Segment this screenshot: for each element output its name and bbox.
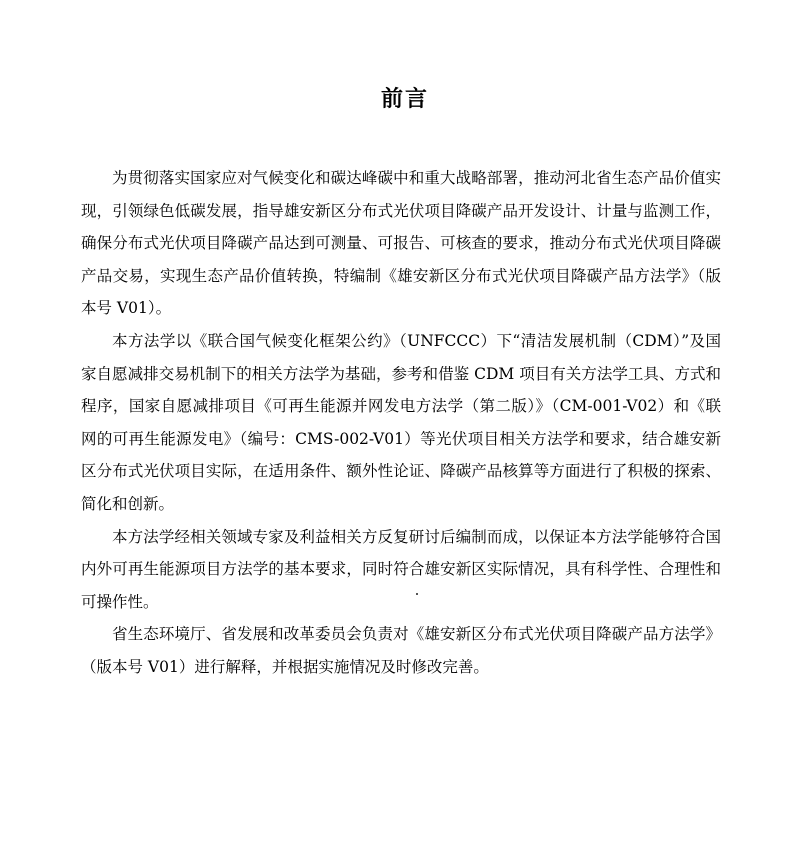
paragraph-interpretation: 省生态环境厅、省发展和改革委员会负责对《雄安新区分布式光伏项目降碳产品方法学》（版本号 V01）进行解释，并根据实施情况及时修改完善。 — [81, 625, 721, 676]
paragraph-purpose: 为贯彻落实国家应对气候变化和碳达峰碳中和重大战略部署，推动河北省生态产品价值实现，引领绿色低碳发展，指导雄安新区分布式光伏项目降碳产品开发设计、计量与监测工作，确保分布式光伏项目降碳产品达到可测量、可报告、可核查的要求，推动分布式光伏项目降碳产品交易，实现生态产品价值转换，特编制《雄安新区分布式光伏项目降碳产品方法学》（版本号 V01）。 — [81, 169, 721, 318]
document-body — [81, 162, 721, 684]
paragraph-basis: 本方法学以《联合国气候变化框架公约》（UNFCCC）下“清洁发展机制（CDM）”及国家自愿减排交易机制下的相关方法学为基础，参考和借鉴 CDM 项目有关方法学工具、方式和程序，国家自愿减排项目《可再生能源并网发电方法学（第二版）》（CM-001-V02）和《联网的可再生能源发电》（编号：CMS-002-V01）等光伏项目相关方法学和要求，结合雄安新区分布式光伏项目实际，在适用条件、额外性论证、降碳产品核算等方面进行了积极的探索、简化和创新。 — [81, 331, 721, 513]
paragraph-review: 本方法学经相关领域专家及利益相关方反复研讨后编制而成，以保证本方法学能够符合国内外可再生能源项目方法学的基本要求，同时符合雄安新区实际情况，具有科学性、合理性和可操作性。 — [81, 527, 721, 611]
page-title: 前言 — [380, 86, 429, 112]
scan-speck — [416, 593, 418, 595]
